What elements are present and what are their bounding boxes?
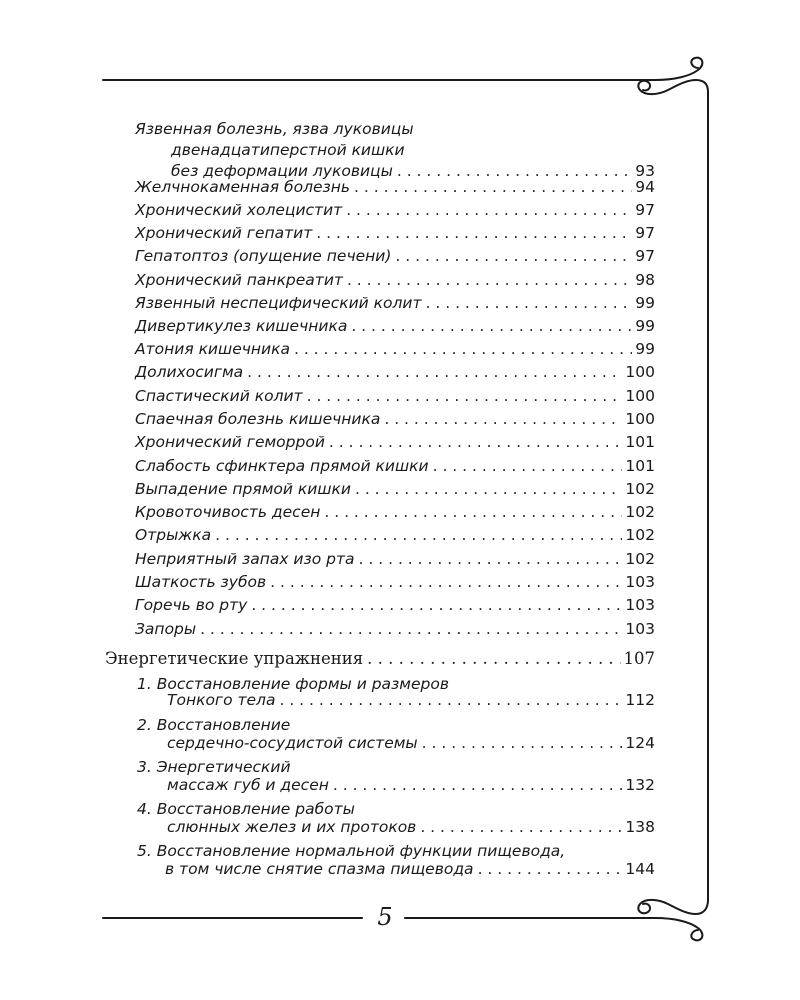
page-number: 102	[625, 526, 655, 544]
dot-leader	[351, 315, 632, 337]
toc-entry-title-line: 2. Восстановление	[137, 716, 291, 734]
page-number: 101	[625, 457, 655, 475]
dot-leader	[478, 858, 623, 880]
dot-leader	[395, 245, 632, 267]
page-number: 138	[625, 818, 655, 836]
page-number: 100	[625, 363, 655, 381]
toc-entry-title: Хронический холецистит	[135, 201, 343, 219]
page-number: 97	[635, 224, 655, 242]
page-number: 93	[635, 162, 655, 180]
page-number: 144	[625, 860, 655, 878]
dot-leader	[355, 478, 622, 500]
dot-leader	[200, 618, 622, 640]
toc-entry-title-line: Язвенная болезнь, язва луковицы	[135, 120, 414, 138]
toc-entry-title: Кровоточивость десен	[135, 503, 321, 521]
dot-leader	[247, 361, 622, 383]
toc-entry-title: Неприятный запах изо рта	[135, 550, 355, 568]
dot-leader	[426, 292, 633, 314]
toc-entry-title: Язвенный неспецифический колит	[135, 294, 422, 312]
dot-leader	[354, 176, 632, 198]
toc-entry-title-line: Тонкого тела	[167, 691, 276, 709]
toc-entry-title: Спастический колит	[135, 387, 303, 405]
toc-entry-title: Шаткость зубов	[135, 573, 267, 591]
toc-entry-title: Горечь во рту	[135, 596, 248, 614]
page-number: 97	[635, 201, 655, 219]
page-number: 98	[635, 271, 655, 289]
page-number: 103	[625, 573, 655, 591]
page-number: 99	[635, 340, 655, 358]
toc-entry-title: Желчнокаменная болезнь	[135, 178, 351, 196]
page-number: 102	[625, 480, 655, 498]
page-number: 103	[625, 596, 655, 614]
toc-entry-title: Хронический гепатит	[135, 224, 313, 242]
page-number: 112	[625, 691, 655, 709]
toc-section-heading[interactable]	[105, 647, 655, 671]
page-number: 124	[625, 734, 655, 752]
page-number: 132	[625, 776, 655, 794]
page-number: 100	[625, 387, 655, 405]
section-title: Энергетические упражнения	[105, 649, 364, 668]
toc-entry-title-line: 4. Восстановление работы	[137, 800, 355, 818]
toc-entry-title-line: без деформации луковицы	[171, 162, 393, 180]
page-number: 103	[625, 620, 655, 638]
dot-leader	[307, 385, 623, 407]
table-of-contents	[105, 0, 655, 1000]
dot-leader	[367, 647, 620, 671]
toc-entry-title: Запоры	[135, 620, 197, 638]
dot-leader	[329, 431, 623, 453]
toc-entry-title: Дивертикулез кишечника	[135, 317, 348, 335]
dot-leader	[347, 269, 632, 291]
dot-leader	[359, 548, 623, 570]
toc-entry-title-line: в том числе снятие спазма пищевода	[165, 860, 474, 878]
dot-leader	[251, 594, 622, 616]
toc-entry-title: Выпадение прямой кишки	[135, 480, 351, 498]
toc-entry-title: Хронический панкреатит	[135, 271, 343, 289]
toc-entry-title: Хронический геморрой	[135, 433, 325, 451]
dot-leader	[215, 524, 622, 546]
toc-entry-title-line: сердечно-сосудистой системы	[167, 734, 418, 752]
dot-leader	[346, 199, 632, 221]
page-number: 102	[625, 503, 655, 521]
dot-leader	[422, 732, 623, 754]
toc-entry-title-line: 1. Восстановление формы и размеров	[137, 675, 449, 693]
dot-leader	[294, 338, 632, 360]
page-number: 94	[635, 178, 655, 196]
toc-entry-title: Долихосигма	[135, 363, 244, 381]
dot-leader	[324, 501, 622, 523]
toc-entry-title: Гепатоптоз (опущение печени)	[135, 247, 392, 265]
dot-leader	[433, 455, 623, 477]
page-number: 99	[635, 317, 655, 335]
toc-entry-title-line: массаж губ и десен	[167, 776, 329, 794]
toc-entry-title: Спаечная болезнь кишечника	[135, 410, 381, 428]
page-number: 100	[625, 410, 655, 428]
toc-entry-title: Слабость сфинктера прямой кишки	[135, 457, 429, 475]
toc-entry-title-line: 3. Энергетический	[137, 758, 291, 776]
page-number: 99	[635, 294, 655, 312]
toc-entry-title: Отрыжка	[135, 526, 212, 544]
dot-leader	[316, 222, 632, 244]
dot-leader	[279, 689, 622, 711]
page-number: 107	[623, 649, 655, 668]
toc-entry-title-line: двенадцатиперстной кишки	[171, 141, 405, 159]
page-number: 101	[625, 433, 655, 451]
dot-leader	[333, 774, 623, 796]
page-folio-number: 5	[377, 903, 393, 931]
dot-leader	[420, 816, 622, 838]
page-number: 102	[625, 550, 655, 568]
dot-leader	[270, 571, 622, 593]
page-number: 97	[635, 247, 655, 265]
toc-entry-title-line: слюнных желез и их протоков	[167, 818, 417, 836]
toc-entry-title-line: 5. Восстановление нормальной функции пищевода,	[137, 842, 566, 860]
dot-leader	[384, 408, 622, 430]
toc-entry-title: Атония кишечника	[135, 340, 290, 358]
